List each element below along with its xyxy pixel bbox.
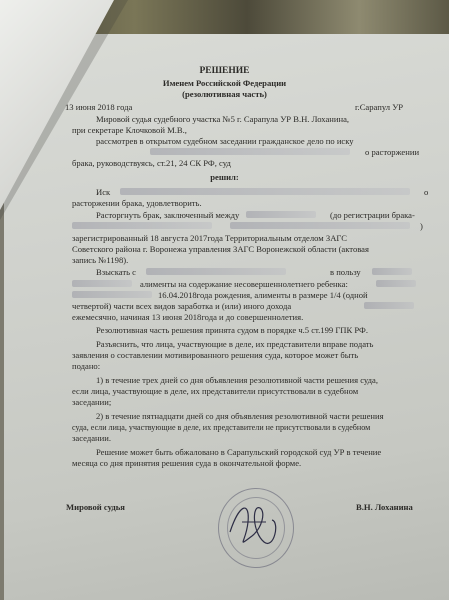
intro-line: о расторжении	[365, 147, 420, 157]
paragraph-line: ежемесячно, начиная 13 июня 2018года и до совершеннолетия.	[72, 312, 304, 322]
paragraph-line: 16.04.2018года рождения, алименты в размере 1/4 (одной	[158, 290, 368, 300]
paragraph-line: четвертой) части всех видов заработка и (или) иного дохода	[72, 301, 292, 311]
paragraph-line: Советского района г. Воронежа управления ЗАГС Воронежской области (актовая	[72, 244, 369, 254]
redacted-name	[372, 268, 412, 275]
paragraph-line: )	[420, 221, 423, 231]
paragraph-line: (до регистрации брака-	[330, 210, 415, 220]
paragraph-line: расторжении брака, удовлетворить.	[72, 198, 202, 208]
paragraph-line: запись №1198).	[72, 255, 129, 265]
signature-role: Мировой судья	[66, 502, 125, 512]
redacted-name	[146, 268, 286, 275]
paragraph-line: заявления о составлении мотивированного решения суда, которое может быть	[72, 350, 359, 360]
document-title: РЕШЕНИЕ	[199, 66, 250, 76]
paragraph-line: в пользу	[330, 267, 361, 277]
paragraph-line: суда, если лица, участвующие в деле, их представители не присутствовали в судебном	[72, 423, 371, 432]
intro-line: при секретаре Клочковой М.В.,	[72, 125, 187, 135]
paragraph-line: Разъяснить, что лица, участвующие в деле, их представители вправе подать	[96, 339, 374, 349]
redacted-name	[230, 222, 410, 229]
paragraph-line: если лица, участвующие в деле, их представители присутствовали в судебном	[72, 386, 359, 396]
signature-name: В.Н. Лоханина	[356, 502, 413, 512]
redacted-name	[72, 291, 152, 298]
redacted-name	[72, 280, 132, 287]
paragraph-line: зарегистрированный 18 августа 2017года Территориальным отделом ЗАГС	[72, 233, 347, 243]
decision-date: 13 июня 2018 года	[65, 102, 133, 112]
resolved-heading: решил:	[210, 172, 239, 182]
paragraph-line: о	[424, 187, 429, 197]
paragraph-line: Резолютивная часть решения принята судом в порядке ч.5 ст.199 ГПК РФ.	[96, 325, 368, 335]
paragraph-line: Расторгнуть брак, заключенный между	[96, 210, 240, 220]
paragraph-line: 2) в течение пятнадцати дней со дня объявления резолютивной части решения	[96, 411, 384, 421]
redacted-name	[72, 222, 212, 229]
paragraph-line: Взыскать с	[96, 267, 136, 277]
paragraph-line: заседании.	[72, 433, 111, 443]
signature-icon	[222, 492, 292, 562]
paragraph-line: заседании;	[72, 397, 112, 407]
paragraph-line: месяца со дня принятия решения суда в окончательной форме.	[72, 458, 302, 468]
intro-line: брака, руководствуясь, ст.21, 24 СК РФ, суд	[72, 158, 231, 168]
paragraph-line: подано:	[72, 361, 101, 371]
redacted-name	[364, 302, 414, 309]
redacted-name	[150, 148, 350, 155]
paragraph-line: алименты на содержание несовершеннолетнего ребенка:	[140, 279, 348, 289]
intro-line: рассмотрев в открытом судебном заседании гражданское дело по иску	[96, 136, 354, 146]
paragraph-line: 1) в течение трех дней со дня объявления резолютивной части решения суда,	[96, 375, 379, 385]
redacted-name	[376, 280, 416, 287]
intro-line: Мировой судья судебного участка №5 г. Сарапула УР В.Н. Лоханина,	[96, 114, 350, 124]
paragraph-line: Решение может быть обжаловано в Сарапульский городской суд УР в течение	[96, 447, 382, 457]
document-subtitle: Именем Российской Федерации	[162, 78, 287, 88]
decision-city: г.Сарапул УР	[355, 102, 404, 112]
paragraph-line: Иск	[96, 187, 111, 197]
redacted-name	[246, 211, 316, 218]
redacted-name	[120, 188, 410, 195]
document-subtitle-part: (резолютивная часть)	[182, 89, 267, 99]
